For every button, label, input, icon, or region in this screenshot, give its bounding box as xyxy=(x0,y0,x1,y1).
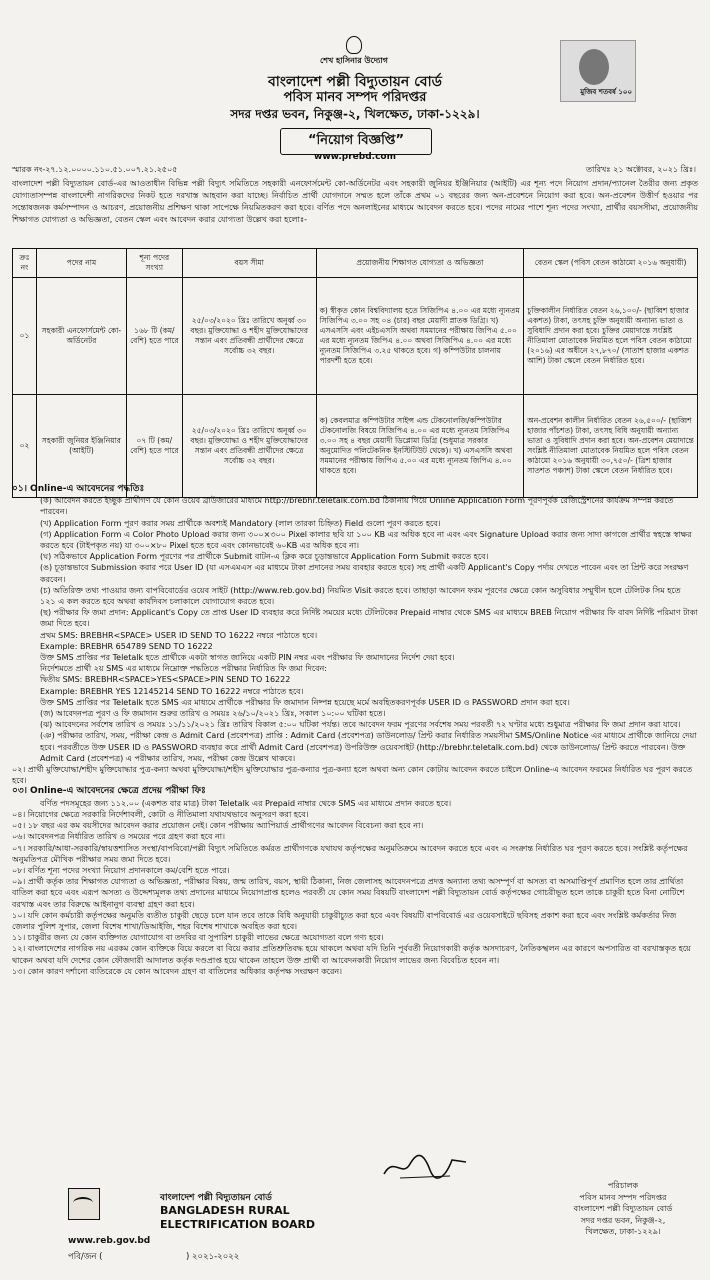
ref-label: পবি/জন ( xyxy=(68,1252,103,1262)
instruction-item: (ছ) পরীক্ষার ফি জমা প্রদান: Applicant's Copy তে প্রাপ্ত User ID ব্যবহার করে নির্দিষ্ট সময়ের মধ্যে টেলিটকের Prepaid নাম্বার থেকে SMS এর মাধ্যমে BREB নিয়োগ পরীক্ষার ফি বাবদ নির্দিষ্ট পরিমাণ টাকা জমা দিতে হবে। xyxy=(40,608,698,629)
cell-salary: চুক্তিকালীন নির্ধারিত বেতন ২৬,১০০/- (ছাব্বিশ হাজার একশত) টাকা, তৎসহ চুক্তি অনুযায়ী অন্যান্য ভাতা ও সুবিধাদি প্রদান করা হবে। চুক্তির মেয়াদান্তে সংশ্লিষ্ট নীতিমালা মোতাবেক নিয়মিত হলে পবিস বেতন কাঠামো (২০১৬) এর অধীনে ২৭,৮৭০/ (সাতাশ হাজার একশত আশি) টাকা স্কেলে বেতন নির্ধারিত হবে। xyxy=(524,278,698,395)
cell-post: সহকারী জুনিয়র ইঞ্জিনিয়ার (আইটি) xyxy=(36,395,126,498)
col-salary: বেতন স্কেল (পবিস বেতন কাঠামো ২০১৬ অনুযায়ী) xyxy=(524,249,698,278)
notice-title: “নিয়োগ বিজ্ঞপ্তি” xyxy=(280,128,432,155)
instruction-item: ০৯। প্রার্থী কর্তৃক তার শিক্ষাগত যোগ্যতা ও অভিজ্ঞতা, পরীক্ষার বিষয়, জন্ম তারিখ, বয়স, স্থায়ী ঠিকানা, নিজ জেলাসহ আবেদনপত্রে প্রদত্ত অন্যান্য তথ্য অসম্পূর্ণ বা অসত্য বা অসমাপ্তিপূর্ণ প্রমাণিত হলে তার প্রার্থিতা বাতিল করা হবে এবং এরূপ অসত্য ও উদ্দেশ্যমূলক তথ্য প্রদানের মাধ্যমে নিয়োগপ্রাপ্ত হলেও পরবর্তী যে কোন সময় বিষয়টি বাংলাদেশ পল্লী বিদ্যুতায়ন বোর্ড কর্তৃপক্ষের গোচরীভূত হলে তাকে চাকুরী হতে বিনা নোটিশে বরখাস্ত এবং তার বিরুদ্ধে আইনানুগ ব্যবস্থা গ্রহণ করা হবে। xyxy=(12,877,685,909)
portrait-label: মুজিব শতবর্ষ ১০০ xyxy=(580,88,632,96)
instruction-item: ১০। যদি কোন কর্মচারী কর্তৃপক্ষের অনুমতি ব্যতীত চাকুরী ছেড়ে চলে যান তবে তাকে বিধি অনুযায়ী চাকুরীচ্যুত করা হবে এবং বিষয়টি বাপবিবোর্ড এর ওয়েবসাইটে ছবিসহ প্রকাশ করা হবে এবং সংশ্লিষ্ট কর্মকর্তার নিজ জেলার পুলিশ সুপার, জেলা বিশেষ শাখা/ডিআইজি, শহর বিশেষ শাখাকে অবহিত করা হবে। xyxy=(12,910,677,931)
signer-addr-2: খিলক্ষেত, ঢাকা-১২২৯। xyxy=(585,1227,661,1236)
instruction-item: ১২। বাংলাদেশের নাগরিক নয় এরকম কোন ব্যক্তিকে বিয়ে করলে বা বিয়ে করার প্রতিশ্রুতিবদ্ধ হয়ে থাকলে অথবা যদি তিনি পূর্ববর্তী নিয়োগকারী কর্তৃক অসদাচরণ, নৈতিকস্খলন এর কারণে অপসারিত বা বরখাস্তকৃত হয়ে থাকেন অথবা যদি দেশের কোন ফৌজদারী আদালত কর্তৃক দণ্ডপ্রাপ্ত হয়ে থাকেন তাহলে উক্ত প্রার্থী বা আবেদনকারী নিয়োগ লাভের জন্য বিবেচিত হবেন না। xyxy=(12,944,691,965)
cell-post: সহকারী এনফোর্সমেন্ট কো-অর্ডিনেটর xyxy=(36,278,126,395)
signer-addr-1: সদর দপ্তর ভবন, নিকুঞ্জ-২, xyxy=(580,1215,666,1225)
footer-org-en-1: BANGLADESH RURAL xyxy=(160,1204,290,1217)
sms-line: উক্ত SMS প্রাপ্তির পর Teletalk হতে SMS এর মাধ্যমে প্রার্থীকে পরীক্ষার ফি জমাদান নিষ্পন্ন হয়েছে মর্মে অবহিতকরণপূর্বক USER ID ও PASSWORD প্রদান করা হবে। xyxy=(40,697,570,707)
instruction-item: বর্ণিত পদসমূহের জন্য ১১২.০০ (একশত বার মাত্র) টাকা Teletalk এর Prepaid নাম্বার থেকে SMS এর মাধ্যমে প্রদান করতে হবে। xyxy=(40,798,452,808)
cell-qualification: ক) কেবলমাত্র কম্পিউটার সাইন্স এন্ড টেকনোলজি/কম্পিউটার টেকনোলজি বিষয়ে সিজিপিএ ৪.০০ এর মধ্যে ন্যূনতম সিজিপিএ ৩.০০ সহ ৪ বছর মেয়াদী ডিপ্লোমা ডিগ্রি (শুধুমাত্র সরকার অনুমোদিত পলিটেকনিক ইনস্টিটিউট থেকে)। খ) এসএসসি অথবা সমমানের পরীক্ষায় জিপিএ ৫.০০ এর মধ্যে ন্যূনতম জিপিএ ৪.০০ থাকতে হবে। xyxy=(316,395,524,498)
sms-example: Example: BREBHR 654789 SEND TO 16222 xyxy=(40,641,213,651)
instruction-item: (ঘ) সঠিকভাবে Application Form পূরণের পর প্রার্থীকে Submit বাটন-এ ক্লিক করে চূড়ান্তভাবে Application Form Submit করতে হবে। xyxy=(40,552,489,562)
signer-block xyxy=(538,1180,708,1238)
table-header-row xyxy=(13,249,698,278)
instruction-item: ০৮। বর্ণিত শূন্য পদের সংখ্যা নিয়োগ প্রদানকালে কম/বেশি হতে পারে। xyxy=(12,865,230,875)
instructions xyxy=(12,484,698,977)
sms-example: Example: BREBHR YES 12145214 SEND TO 16222 নম্বরে পাঠাতে হবে। xyxy=(40,686,304,696)
ref-year: ) ২০২১-২০২২ xyxy=(186,1252,240,1262)
top-logo xyxy=(320,36,388,68)
instruction-item: (খ) Application Form পূরণ করার সময় প্রার্থীকে অবশ্যই Mandatory (লাল তারকা চিহ্নিত) Field গুলো পূরণ করতে হবে। xyxy=(40,518,441,528)
intro-paragraph: বাংলাদেশ পল্লী বিদ্যুতায়ন বোর্ড-এর আওতাধীন বিভিন্ন পল্লী বিদ্যুৎ সমিতিতে সহকারী এনফোর্সমেন্ট কো-অর্ডিনেটর এবং সহকারী জুনিয়র ইঞ্জিনিয়ার (আইটি) এর শূন্য পদে নিয়োগ প্রদান/প্যানেল তৈরীর জন্য প্রকৃত যোগ্যতাসম্পন্ন বাংলাদেশী নাগরিকদের নিকট হতে দরখাস্ত আহবান করা যাচ্ছে। নির্বাচিত প্রার্থী যোগদানে সম্মত হলে তাঁকে প্রথম ০১ বছরের জন্য অন-প্রবেশনে নিয়োগ করা হবে। অন-প্রবেশন উত্তীর্ণ হওয়ার পর সন্তোষজনক কর্মসম্পাদন ও আচরণ, প্রয়োজনীয় প্রশিক্ষণ থাকা সাপেক্ষে নিয়মিতকরণ করা হবে। বর্ণিত পদে অনলাইনের মাধ্যমে আবেদন করতে হবে। পদের নামের পাশে শূন্য পদের সংখ্যা, প্রার্থীর বয়সসীমা, প্রয়োজনীয় শিক্ষাগত যোগ্যতা ও অভিজ্ঞতা, বেতন স্কেল এবং আবেদন করার যোগ্যতা উল্লেখ করা হলোঃ- xyxy=(12,179,698,224)
instruction-item: (ঞ) পরীক্ষার তারিখ, সময়, পরীক্ষা কেন্দ্র ও Admit Card (প্রবেশপত্র) প্রাপ্তি : Admit Card (প্রবেশপত্র) ডাউনলোড/ প্রিন্ট করার নির্ধারিত সময়সীমা SMS/Online Notice এর মাধ্যমে প্রার্থীকে জানিয়ে দেয়া হবে। পরবর্তীতে উক্ত USER ID ও PASSWORD ব্যবহার করে প্রার্থী Admit Card (প্রবেশপত্র) উপরিউক্ত ওয়েবসাইট (http://brebhr.teletalk.com.bd) থেকে ডাউনলোড/ প্রিন্ট করতে পারবেন। উক্ত Admit Card (প্রবেশপত্র) এ পরীক্ষার তারিখ, সময়, পরীক্ষা কেন্দ্র উল্লেখ থাকবে। xyxy=(40,731,697,763)
cell-age: ২৫/০৩/২০২০ খ্রিঃ তারিখে অনূর্ধ্ব ৩০ বছর। মুক্তিযোদ্ধা ও শহীদ মুক্তিযোদ্ধাদের সন্তান এবং প্রতিবন্ধী প্রার্থীদের ক্ষেত্রে সর্বোচ্চ ৩২ বছর। xyxy=(182,278,316,395)
instruction-item: (ঝ) আবেদনের সর্বশেষ তারিখ ও সময়ঃ ১১/১১/২০২১ খ্রিঃ তারিখ বিকাল ৫:০০ ঘটিকা পর্যন্ত। তবে আবেদন ফরম পূরণের সর্বশেষ সময় পরবর্তী ৭২ ঘণ্টার মধ্যে শুধুমাত্র পরীক্ষার ফি জমা প্রদান করা যাবে। xyxy=(40,720,681,730)
posts-table xyxy=(12,248,698,498)
memo-number: স্মারক নং-২৭.১২.০০০০.১১০.৫১.০০৭.২১.২৫০৫ xyxy=(12,165,178,174)
instruction-item: (ক) আবেদন করতে ইচ্ছুক প্রার্থীগণ যে কোন ওয়েব ব্রাউজারের মাধ্যমে http://brebhr.teletalk.com.bd ঠিকানায় গিয়ে Online Application Form পূরণপূর্বক রেজিস্ট্রেশনের কার্যক্রম সম্পন্ন করতে পারবেন। xyxy=(40,496,674,517)
instruction-item: ১৩। কোন কারণ দর্শানো ব্যতিরেকে যে কোন আবেদন গ্রহণ বা বাতিলের অধিকার কর্তৃপক্ষ সংরক্ষণ করেন। xyxy=(12,966,343,976)
sms-line: উক্ত SMS প্রাপ্তির পর Teletalk হতে প্রার্থীকে একটা স্বাগত জানিয়ে একটি PIN নম্বর এবং পরীক্ষার ফি জমাদানের নির্দেশ দেয়া হবে। xyxy=(40,653,455,663)
instruction-item: ০৪। নিয়োগের ক্ষেত্রে সরকারি নির্দেশাবলী, কোটা ও নীতিমালা যথাযথভাবে অনুসরণ করা হবে। xyxy=(12,809,309,819)
cell-vacancy: ১৬৮ টি (কম/ বেশি) হতে পারে xyxy=(126,278,182,395)
instruction-item: ০৬। আবেদনপত্র নির্ধারিত তারিখ ও সময়ের পরে গ্রহণ করা হবে না। xyxy=(12,832,225,842)
instruction-item: (জ) আবেদনপত্র পূরণ ও ফি জমাদান শুরুর তারিখ ও সময়ঃ ২৬/১০/২০২১ খ্রিঃ, সকাল ১০:০০ ঘটিকা হতে। xyxy=(40,709,386,719)
cell-vacancy: ০৭ টি (কম/ বেশি) হতে পারে xyxy=(126,395,182,498)
instruction-item: (গ) Application Form এ Color Photo Upload করার জন্য ৩০০×৩০০ Pixel কালার ছবি যা ১০০ KB এর অধিক হবে না এবং এবং Signature Upload করার জন্য সাদা কাগজে প্রার্থীর স্বহস্তে স্বাক্ষর করতে হবে (টাইপকৃত নয়) যা ৩০০×৮০ Pixel হতে হবে এবং কোনভাবেই ৬০KB এর অধিক হবে না। xyxy=(40,529,692,551)
sms-line: প্রথম SMS: BREBHR<SPACE> USER ID SEND TO 16222 নম্বরে পাঠাতে হবে। xyxy=(40,630,318,640)
instruction-item: ০২। প্রার্থী মুক্তিযোদ্ধা/শহীদ মুক্তিযোদ্ধার পুত্র-কন্যা অথবা মুক্তিযোদ্ধা/শহীদ মুক্তিযোদ্ধার পুত্র-কন্যার পুত্র-কন্যা হলে অথবা অন্য কোন কোটায় আবেদন করতে চাইলে Online-এ আবেদন ফরমের নির্ধারিত ঘর পূরণ করতে হবে। xyxy=(12,765,693,786)
table-row xyxy=(13,395,698,498)
instruction-item: ০৫। ১৮ বছর এর কম বয়সীদের আবেদন করার প্রয়োজন নেই। কোন পরীক্ষায় অ্যাপিয়ার্ড প্রার্থীগণের আবেদন বিবেচনা করা হবে না। xyxy=(12,821,424,831)
instruction-item: (চ) অতিরিক্ত তথ্য পাওয়ার জন্য বাপবিবোর্ডের ওয়েব সাইট (http://www.reb.gov.bd) নিয়মিত Visit করতে হবে। তাছাড়া আবেদন ফরম পূরণের ক্ষেত্রে কোন অসুবিধার সম্মুখীন হলে টেলিটক সিম হতে ১২১ এ কল করতে হবে অথবা কার্যদিবস চলাকালে যোগাযোগ করতে হবে। xyxy=(40,585,681,607)
logo-text: শেখ হাসিনার উদ্যোগ xyxy=(320,56,388,65)
footer-ref xyxy=(68,1250,240,1264)
notice-footer xyxy=(0,1140,710,1280)
cell-age: ২৫/০৩/২০২০ খ্রিঃ তারিখে অনূর্ধ্ব ৩০ বছর। মুক্তিযোদ্ধা ও শহীদ মুক্তিযোদ্ধাদের সন্তান এবং প্রতিবন্ধী প্রার্থীদের ক্ষেত্রে সর্বোচ্চ ৩২ বছর। xyxy=(182,395,316,498)
cell-serial: ০২ xyxy=(13,395,37,498)
col-vacancy: শূন্য পদের সংখ্যা xyxy=(126,249,182,278)
signature xyxy=(380,1150,470,1182)
org-address: সদর দপ্তর ভবন, নিকুঞ্জ-২, খিলক্ষেত, ঢাকা-১২২৯। xyxy=(230,107,480,121)
instruction-heading: ০১। Online-এ আবেদনের পদ্ধতিঃ xyxy=(12,484,145,494)
reb-logo-icon xyxy=(68,1188,100,1220)
footer-website[interactable]: www.reb.gov.bd xyxy=(68,1236,151,1246)
instruction-item: (ঙ) চূড়ান্তভাবে Submission করার পরে User ID (যা এসএমএস এর মাধ্যমে টাকা প্রদানের সময় ব্যবহার করতে হবে) সহ প্রার্থী একটি Applicant's Copy পর্দায় দেখতে পাবেন এবং তা প্রিন্ট করে সংরক্ষণ করবেন। xyxy=(40,563,689,584)
signer-dept: পবিস মানব সম্পদ পরিদপ্তর xyxy=(579,1192,667,1202)
cell-serial: ০১ xyxy=(13,278,37,395)
sms-line: দ্বিতীয় SMS: BREBHR<SPACE>YES<SPACE>PIN SEND TO 16222 xyxy=(40,675,291,685)
instruction-item: ১১। চাকুরীর জন্য যে কোন ব্যক্তিগত যোগাযোগ বা তদবির বা সুপারিশ চাকুরী লাভের ক্ষেত্রে অযোগ্যতা বলে গণ্য হবে। xyxy=(12,933,384,943)
instruction-heading: ০৩। Online-এ আবেদনের ক্ষেত্রে প্রদেয় পরীক্ষা ফিঃ xyxy=(12,786,206,797)
signer-title: পরিচালক xyxy=(607,1181,639,1190)
bulb-icon xyxy=(346,36,362,54)
notice-date: তারিখঃ ২১ অক্টোবর, ২০২১ খ্রিঃ। xyxy=(586,165,696,174)
sms-line: নির্দেশমতে প্রার্থী ২য় SMS এর মাধ্যমে নিম্নোক্ত পদ্ধতিতে পরীক্ষার নির্ধারিত ফি জমা দিবেন: xyxy=(40,664,327,674)
org-name: বাংলাদেশ পল্লী বিদ্যুতায়ন বোর্ড xyxy=(268,74,442,90)
footer-org-bn: বাংলাদেশ পল্লী বিদ্যুতায়ন বোর্ড xyxy=(160,1193,272,1203)
cell-salary: অন-প্রবেশন কালীন নির্ধারিত বেতন ২৬,৫০০/- (ছাব্বিশ হাজার পাঁচশত) টাকা, তৎসহ বিধি অনুযায়ী অন্যান্য ভাতা ও সুবিধাদি প্রদান করা হবে। অন-প্রবেশন মেয়াদান্তে সংশ্লিষ্ট নীতিমালা মোতাবেক নিয়মিত হলে পবিস বেতন কাঠামো ২০১৬ অনুযায়ী ৩০,৭৫০/- (ত্রিশ হাজার সাতশত পঞ্চাশ) টাকা স্কেলে বেতন নির্ধারিত হবে। xyxy=(524,395,698,498)
dept-name: পবিস মানব সম্পদ পরিদপ্তর xyxy=(283,90,427,105)
instruction-item: ০৭। সরকারি/আধা-সরকারি/স্বায়ত্তশাসিত সংস্থা/বাপবিবো/পল্লী বিদ্যুৎ সমিতিতে কর্মরত প্রার্থীগণকে যথাযথ কর্তৃপক্ষের অনুমতিক্রমে আবেদন করতে হবে এবং এ সংক্রান্ত নির্ধারিত ঘর পূরণ করতে হবে। সংশ্লিষ্ট কর্তৃপক্ষের অনুমতিপত্র মৌখিক পরীক্ষার সময় জমা দিতে হবে। xyxy=(12,843,688,864)
col-serial: ক্রঃ নং xyxy=(13,249,37,278)
table-row xyxy=(13,278,698,395)
col-qualification: প্রয়োজনীয় শিক্ষাগত যোগ্যতা ও অভিজ্ঞতা xyxy=(316,249,524,278)
signer-org: বাংলাদেশ পল্লী বিদ্যুতায়ন বোর্ড xyxy=(573,1204,673,1213)
cell-qualification: ক) স্বীকৃত কোন বিশ্ববিদ্যালয় হতে সিজিপিএ ৪.০০ এর মধ্যে ন্যূনতম সিজিপিএ ৩.০০ সহ ০৪ (চার) বছর মেয়াদী স্নাতক ডিগ্রি। খ) এসএসসি এবং এইচএসসি অথবা সমমানের পরীক্ষায় জিপিএ ৫.০০ এর মধ্যে ন্যূনতম জিপিএ ৪.০০ অথবা সিজিপিএ ৪.০০ এর মধ্যে ন্যূনতম সিজিপিএ ৩.২৫ থাকতে হবে। গ) কম্পিউটার চালনায় পারদর্শী হতে হবে। xyxy=(316,278,524,395)
header-website[interactable]: www.prebd.com xyxy=(314,152,396,162)
col-age: বয়স সীমা xyxy=(182,249,316,278)
col-post: পদের নাম xyxy=(36,249,126,278)
footer-org-en-2: ELECTRIFICATION BOARD xyxy=(160,1218,316,1231)
